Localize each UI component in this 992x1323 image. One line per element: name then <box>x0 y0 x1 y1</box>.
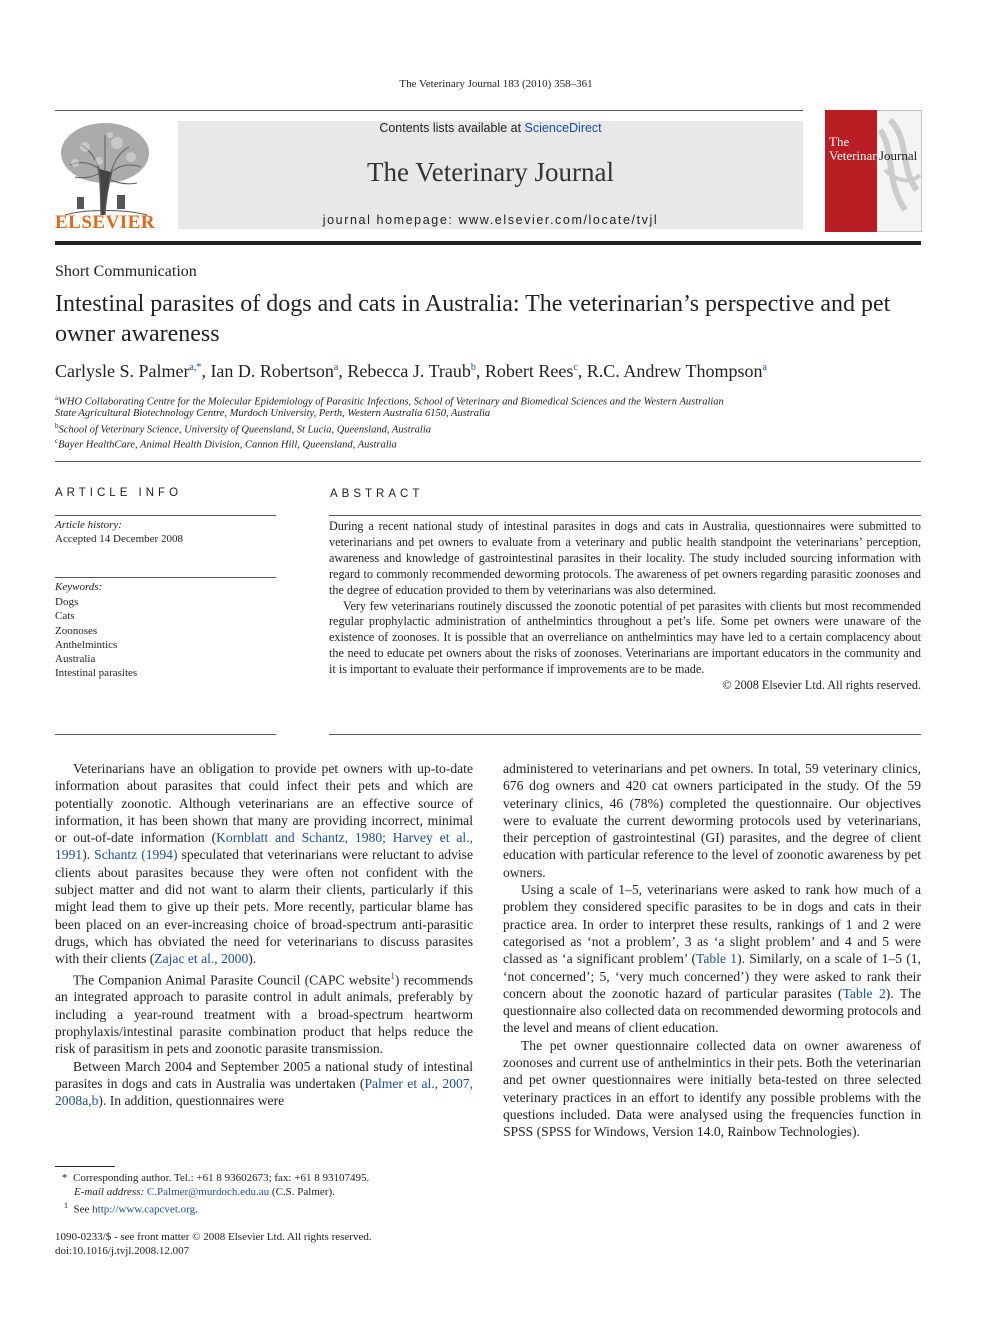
affiliation-mark: a <box>55 394 59 402</box>
article-info-heading: ARTICLE INFO <box>55 487 183 499</box>
footnote-text: See <box>73 1203 93 1216</box>
footnote-text: Corresponding author. Tel.: +61 8 93602673; fax: +61 8 93107495. <box>73 1172 370 1184</box>
author-affiliation-mark[interactable]: b <box>470 362 476 373</box>
footnote-mark: * <box>62 1172 68 1184</box>
body-column-left <box>55 760 473 1109</box>
affiliation-text: WHO Collaborating Centre for the Molecular Epidemiology of Parasitic Infections, School of Veterinary and Biomedical Sciences and the Western Australian <box>58 396 724 408</box>
affiliation-text: School of Veterinary Science, University of Queensland, St Lucia, Queensland, Australia <box>58 424 431 436</box>
capc-website-link[interactable]: http://www.capcvet.org <box>92 1203 196 1216</box>
abstract-paragraph: During a recent national study of intestinal parasites in dogs and cats in Australia, questionnaires were submitted to veterinarians and pet owners to evaluate from a veterinary and public health standpoint the veterinarians’ perception, awareness and knowledge of gastrointestinal parasites in their locality. The study included sourcing information with regard to commonly recommended deworming protocols. The awareness of pet owners regarding parasitic zoonoses and the degree of education provided to them by veterinarians was also determined. <box>329 519 921 597</box>
author-name: Carlysle S. Palmer <box>55 361 190 381</box>
body-text: speculated that veterinarians were reluctant to advise clients about parasites because they were often not confident with the subject matter and did not want to alarm their clients, particularly if this might lead them to give up their pets. More recently, particular blame has been placed on an ever-increasing choice of broad-spectrum anti-parasitic drugs, which has obviated the need for veterinarians to discuss parasites with their clients ( <box>55 847 473 967</box>
article-title: Intestinal parasites of dogs and cats in Australia: The veterinarian’s perspective and pet owner awareness <box>55 291 891 347</box>
abstract-body <box>329 519 921 694</box>
body-paragraph <box>503 881 921 1037</box>
keyword: Dogs <box>55 596 79 608</box>
keywords-list <box>55 595 137 681</box>
author-name: Ian D. Robertson <box>210 361 334 381</box>
table-link[interactable]: Table 1 <box>696 951 738 967</box>
cover-title-journal: Journal <box>879 148 918 163</box>
affiliation-text: State Agricultural Biotechnology Centre, Murdoch University, Perth, Western Australia 6150, Australia <box>55 408 491 419</box>
author-name: R.C. Andrew Thompson <box>586 361 763 381</box>
website-footnote <box>64 1201 198 1216</box>
accepted-date: Accepted 14 December 2008 <box>55 533 183 545</box>
body-text: ) recommends an integrated approach to parasite control in adult animals, preferably by including a year-round treatment with a broad-spectrum heartworm prophylaxis/intestinal parasite combination product that helps reduce the risk of parasitism in pets and zoonotic parasite transmission. <box>55 972 473 1057</box>
body-text: ). The questionnaire also collected data on recommended deworming protocols and the level and means of client education. <box>503 985 921 1036</box>
body-paragraph: administered to veterinarians and pet owners. In total, 59 veterinary clinics, 676 dog owners and 420 cat owners participated in the study. Of the 59 veterinary clinics, 46 (78%) completed the questionnaire. Our objectives were to evaluate the current deworming protocols used by veterinarians, their perception of gastrointestinal (GI) parasites, and the degree of client education with particular reference to the level of zoonotic awareness by pet owners. <box>503 761 921 880</box>
body-text: Veterinarians have an obligation to provide pet owners with up-to-date information about parasites that could infect their pets and which are potentially zoonotic. Although veterinarians are an effective source of information, it has been shown that many are providing incorrect, minimal or out-of-date information ( <box>55 761 473 846</box>
author-name: Robert Rees <box>484 361 574 381</box>
keyword: Australia <box>55 653 96 666</box>
author-list: Carlysle S. Palmer$^{a,*}$, Ian D. Robertson$^a$, Rebecca J. Traub$^b$, Robert Rees$^c$, R.C. Andrew Thompson$^a$ <box>55 361 767 381</box>
body-text: ). In addition, questionnaires were <box>98 1093 285 1109</box>
abstract-paragraph: Very few veterinarians routinely discussed the zoonotic potential of pet parasites with clients but most recommended regular prophylactic administration of anthelmintics throughout a pet’s life. Some pet owners were unaware of the existence of zoonoses. It is possible that an overreliance on anthelmintics may have led to a certain complacency about the need to educate pet owners about the risks of zoonoses. Veterinarians are important educators in the community and it is important to evaluate their performance if improvements are to be made. <box>329 598 921 677</box>
body-paragraph <box>55 1058 473 1110</box>
body-text: ). Similarly, on a scale of 1–5 (1, ‘not concerned’; 5, ‘very much concerned’) they were asked to rank their concern about the zoonotic hazard of particular parasites ( <box>503 951 921 1001</box>
article-history-label: Article history: <box>55 519 122 531</box>
author-affiliation-mark[interactable]: a,* <box>189 362 202 373</box>
affiliation <box>55 422 921 436</box>
cover-title-veterinary: Veterinary <box>829 148 884 163</box>
abstract-rule <box>329 515 921 516</box>
issn-line: 1090-0233/$ - see front matter © 2008 Elsevier Ltd. All rights reserved. <box>55 1231 372 1243</box>
doi-line[interactable]: doi:10.1016/j.tvjl.2008.12.007 <box>55 1245 190 1257</box>
footnote-text: (C.S. Palmer). <box>269 1186 335 1198</box>
citation-link[interactable]: Zajac et al., 2000 <box>154 951 249 967</box>
journal-title: The Veterinary Journal <box>367 157 614 187</box>
email-link[interactable]: C.Palmer@murdoch.edu.au <box>146 1186 270 1198</box>
keyword: Cats <box>55 610 75 623</box>
body-paragraph <box>55 968 473 1058</box>
email-label: E-mail address: <box>74 1186 147 1198</box>
author-affiliation-mark[interactable]: a <box>762 362 767 373</box>
table-link[interactable]: Table 2 <box>842 985 886 1001</box>
affiliation <box>55 408 921 419</box>
body-text: ). <box>248 951 257 967</box>
keyword: Anthelmintics <box>55 638 118 651</box>
article-info-rule <box>55 577 276 578</box>
citation-link[interactable]: Schantz (1994) <box>94 847 178 863</box>
citation-link[interactable]: Palmer et al., 2007, 2008a,b <box>55 1075 473 1109</box>
body-paragraph: The pet owner questionnaire collected data on owner awareness of zoonoses and current use of anthelmintics in their pets. Both the veterinarian and pet owner questionnaires were initially beta-tested on three selected veterinary practices in an effort to identify any possible problems with the questions included. Data were analysed using the frequencies function in SPSS (SPSS for Windows, Version 14.0, Rainbow Technologies). <box>503 1037 921 1140</box>
footnote-rule <box>55 1166 115 1167</box>
journal-reference: The Veterinary Journal 183 (2010) 358–361 <box>399 78 593 90</box>
body-text: Using a scale of 1–5, veterinarians were asked to rank how much of a problem they considered specific parasites to be in dogs and cats in their practice area. In order to interpret these results, rankings of 1 and 2 were categorised as ‘not a problem’, 3 as ‘a slight problem’ and 4 and 5 were classed as ‘a significant problem’ ( <box>503 882 921 967</box>
keyword: Zoonoses <box>55 624 98 637</box>
footnote-mark: 1 <box>64 1201 68 1210</box>
contents-line <box>178 121 803 135</box>
affiliation <box>55 437 921 451</box>
footnote-text: . <box>195 1203 198 1216</box>
footnote-link[interactable]: 1 <box>390 970 395 981</box>
body-column-right <box>503 760 921 1141</box>
abstract-rule <box>329 734 921 735</box>
body-paragraph <box>55 760 473 968</box>
keyword: Intestinal parasites <box>55 667 138 680</box>
affiliation-rule <box>55 461 921 462</box>
article-type: Short Communication <box>55 263 197 280</box>
corresponding-author-note <box>62 1172 369 1184</box>
header-thick-rule <box>55 241 921 245</box>
article-info-rule <box>55 515 276 516</box>
cover-title-the: The <box>829 134 850 149</box>
citation-link[interactable]: Kornblatt and Schantz, 1980; Harvey et al., 1991 <box>55 830 473 863</box>
journal-cover-image <box>825 110 922 232</box>
body-text: The Companion Animal Parasite Council (CAPC website <box>73 972 391 988</box>
email-note <box>74 1186 335 1198</box>
affiliation-text: Bayer HealthCare, Animal Health Division, Cannon Hill, Queensland, Australia <box>58 439 397 451</box>
body-text: ). <box>82 847 95 863</box>
affiliation-mark: b <box>55 422 59 430</box>
contents-prefix: Contents lists available at <box>379 121 525 135</box>
author-affiliation-mark[interactable]: c <box>573 362 578 373</box>
affiliation-mark: c <box>55 437 59 445</box>
journal-homepage[interactable]: journal homepage: www.elsevier.com/locate/tvjl <box>322 213 659 227</box>
body-text: Between March 2004 and September 2005 a national study of intestinal parasites in dogs and cats in Australia was undertaken ( <box>55 1058 473 1091</box>
sciencedirect-link[interactable]: ScienceDirect <box>524 121 602 135</box>
author-name: Rebecca J. Traub <box>347 361 471 381</box>
copyright-notice: © 2008 Elsevier Ltd. All rights reserved. <box>722 678 921 693</box>
author-affiliation-mark[interactable]: a <box>333 362 339 373</box>
header-rule <box>55 110 803 111</box>
affiliation <box>55 394 921 408</box>
elsevier-wordmark: ELSEVIER <box>55 212 156 233</box>
article-info-rule <box>55 734 276 735</box>
keywords-label: Keywords: <box>55 581 103 593</box>
abstract-heading: ABSTRACT <box>330 488 424 500</box>
